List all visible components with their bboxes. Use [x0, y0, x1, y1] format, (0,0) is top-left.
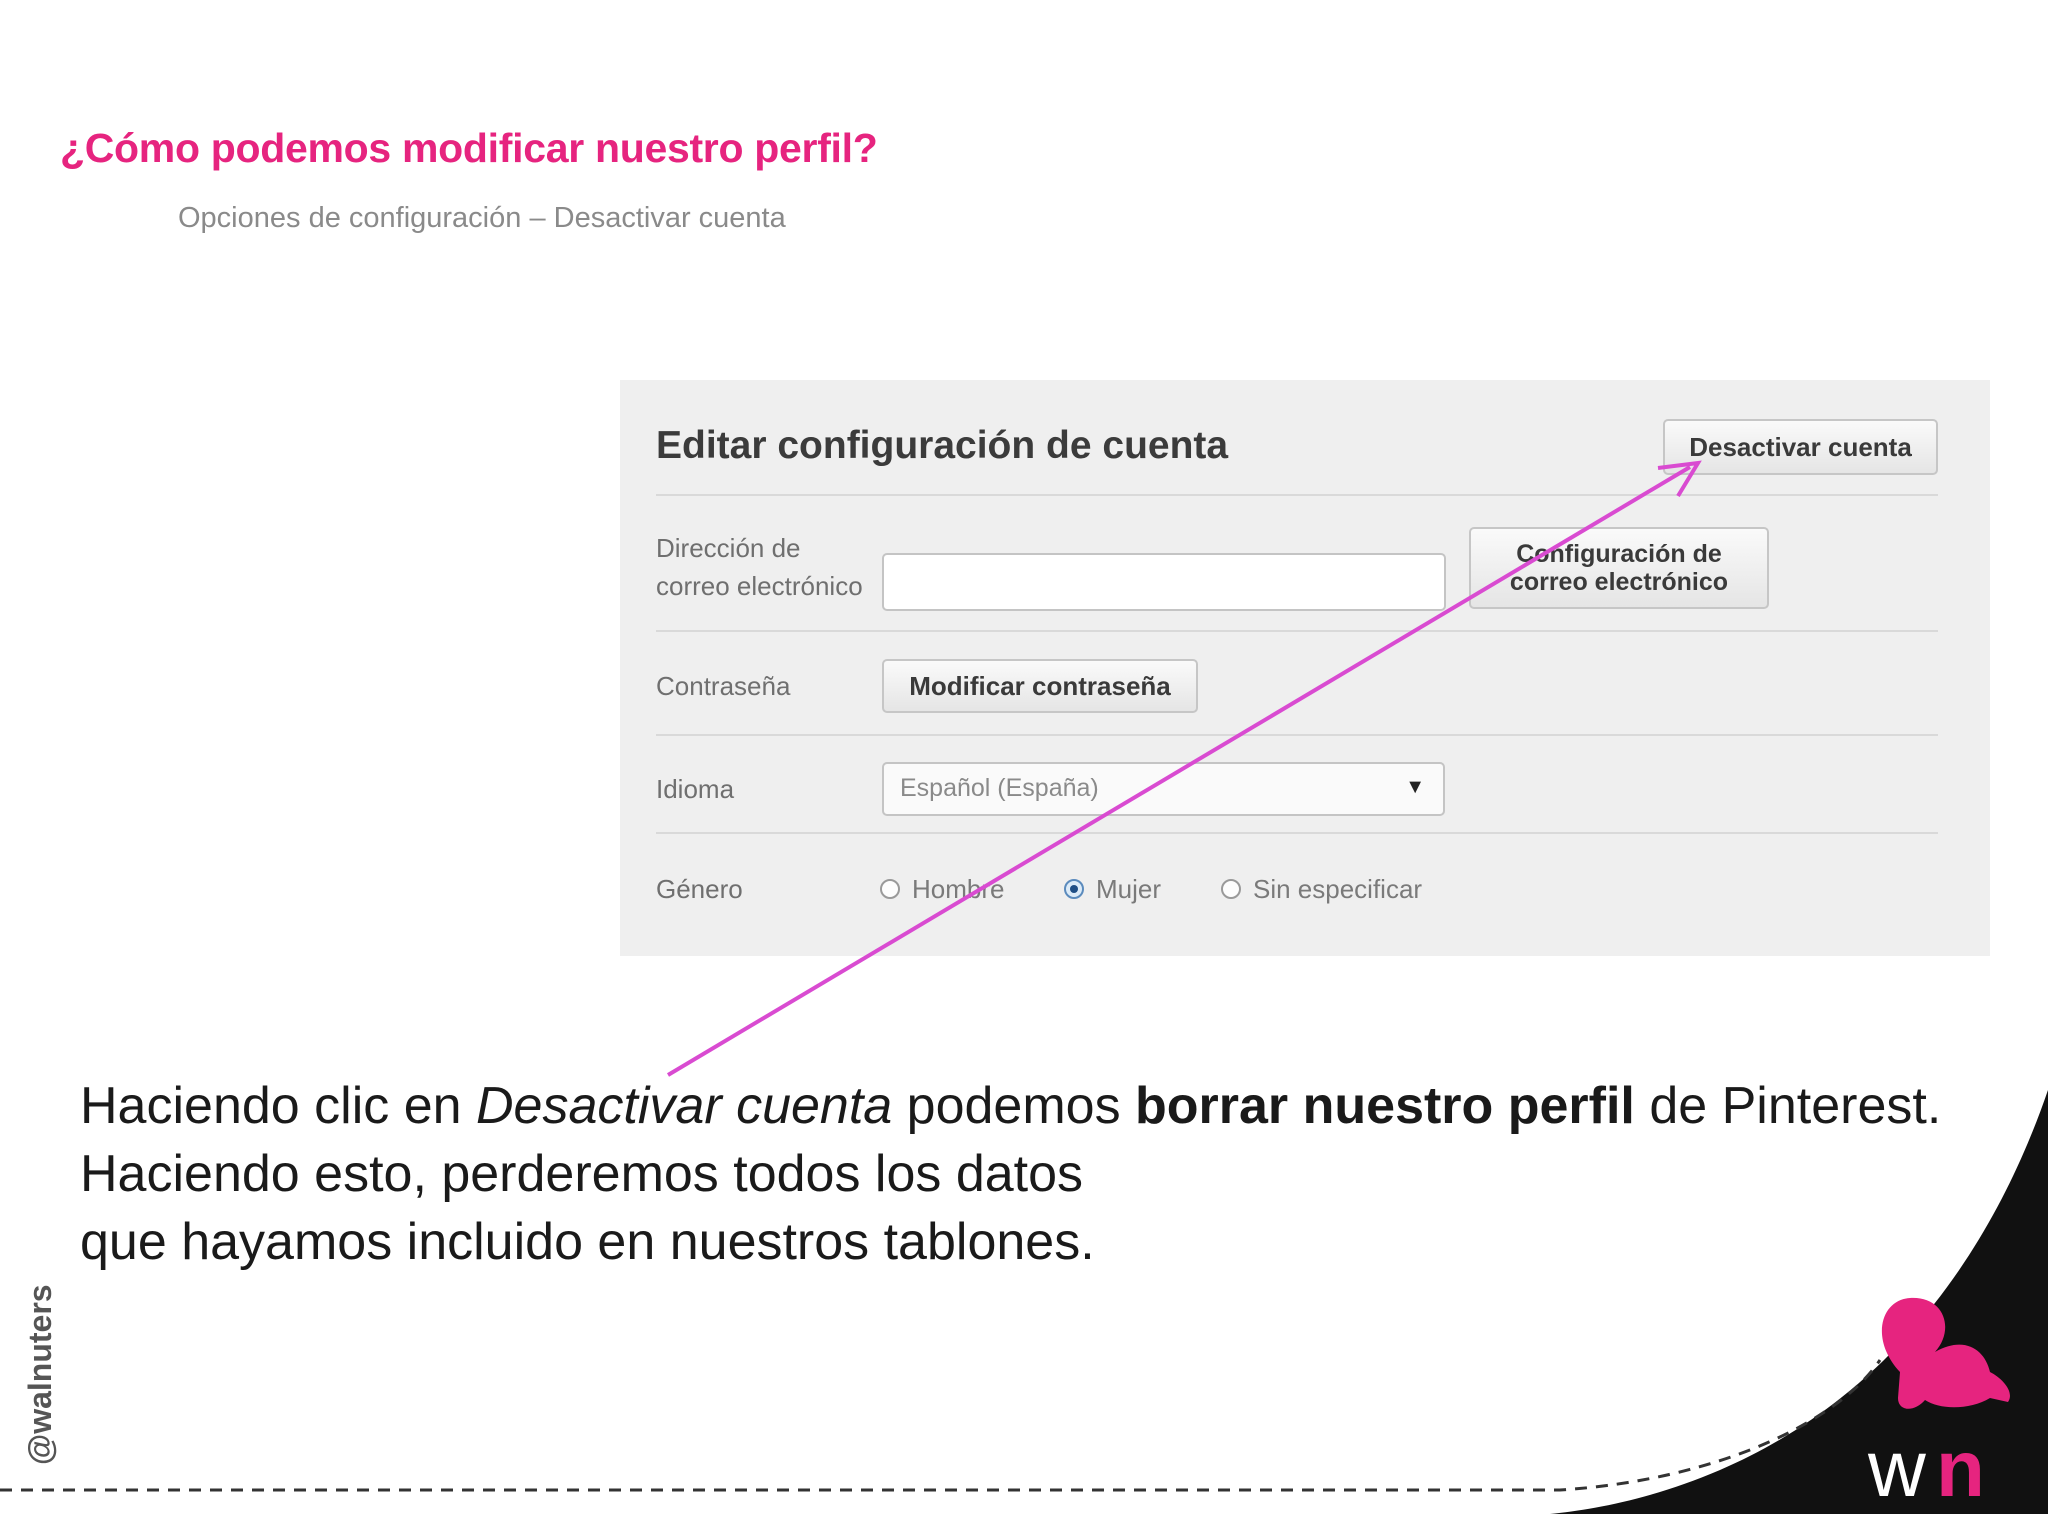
radio-label: Sin especificar: [1253, 873, 1423, 904]
arrow-line: [668, 467, 1690, 1075]
radio-label: Mujer: [1096, 873, 1162, 904]
panel-title: Editar configuración de cuenta: [656, 424, 1229, 467]
slide-title: ¿Cómo podemos modificar nuestro perfil?: [60, 125, 878, 171]
radio-label: Hombre: [912, 873, 1005, 904]
language-label: Idioma: [656, 774, 735, 804]
svg-text:n: n: [1936, 1424, 1985, 1513]
password-label: Contraseña: [656, 671, 791, 701]
dashed-cut-line: [0, 1360, 1880, 1490]
slide-subtitle: Opciones de configuración – Desactivar cuenta: [178, 202, 786, 234]
language-selected-value: Español (España): [900, 774, 1099, 802]
body-line-3: que hayamos incluido en nuestros tablones.: [80, 1213, 1095, 1271]
body-line-2: Haciendo esto, perderemos todos los datos: [80, 1145, 1084, 1203]
twitter-handle: @walnuters: [22, 1284, 58, 1465]
arrow-head-icon: [1658, 463, 1698, 496]
email-label: Dirección de correo electrónico: [656, 533, 863, 601]
gender-label: Género: [656, 874, 743, 904]
change-password-button[interactable]: Modificar contraseña: [882, 659, 1198, 713]
deactivate-account-button[interactable]: Desactivar cuenta: [1663, 419, 1938, 475]
body-text: [80, 1072, 1941, 1276]
body-line-1: Haciendo clic en Desactivar cuenta podemos borrar nuestro perfil de Pinterest.: [80, 1077, 1942, 1135]
chevron-down-icon: ▼: [1405, 776, 1425, 798]
email-settings-label: Configuración de correo electrónico: [1509, 540, 1729, 596]
svg-text:w: w: [1868, 1424, 1926, 1513]
